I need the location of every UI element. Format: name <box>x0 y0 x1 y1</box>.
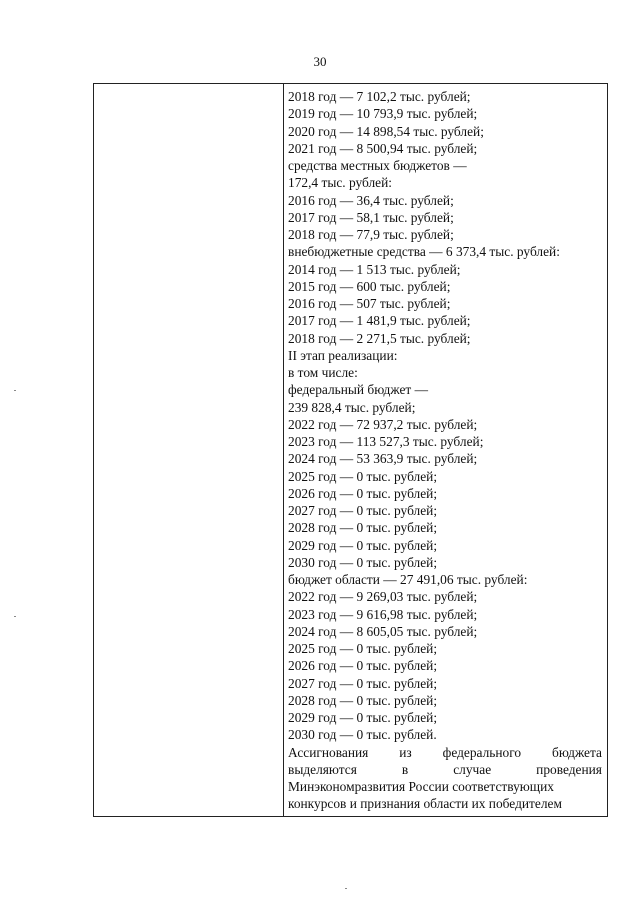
funding-line: 2026 год — 0 тыс. рублей; <box>288 658 438 674</box>
funding-line: средства местных бюджетов — <box>288 158 467 173</box>
funding-line: 2029 год — 0 тыс. рублей; <box>288 710 438 725</box>
funding-line: федеральный бюджет — <box>288 382 428 398</box>
funding-line: 2023 год — 9 616,98 тыс. рублей; <box>288 606 478 622</box>
funding-line: II этап реализации: <box>288 347 398 363</box>
funding-line: 2029 год — 0 тыс. рублей; <box>288 537 438 553</box>
funding-line: 2027 год — 0 тыс. рублей; <box>288 503 438 518</box>
funding-line: 2017 год — 58,1 тыс. рублей; <box>288 209 454 225</box>
funding-line: 2030 год — 0 тыс. рублей; <box>288 554 438 570</box>
funding-line: 2028 год — 0 тыс. рублей; <box>288 520 438 536</box>
closing-paragraph-line-4: конкурсов и признания области их победителем <box>288 796 562 812</box>
funding-line: 2016 год — 507 тыс. рублей; <box>288 296 451 311</box>
funding-line: 2019 год — 10 793,9 тыс. рублей; <box>288 106 478 122</box>
funding-line: 2030 год — 0 тыс. рублей. <box>288 727 437 743</box>
funding-line: 239 828,4 тыс. рублей; <box>288 399 416 415</box>
closing-word: из <box>399 744 412 760</box>
funding-line: 2015 год — 600 тыс. рублей; <box>288 278 451 294</box>
closing-word: в <box>401 761 409 777</box>
scan-speck <box>14 616 16 617</box>
funding-line: 2018 год — 7 102,2 тыс. рублей; <box>288 89 471 104</box>
funding-line: 2022 год — 9 269,03 тыс. рублей; <box>288 589 478 605</box>
funding-line: 2023 год — 113 527,3 тыс. рублей; <box>288 434 484 449</box>
funding-line: 2025 год — 0 тыс. рублей; <box>288 641 438 656</box>
funding-line: 2018 год — 2 271,5 тыс. рублей; <box>288 330 471 346</box>
closing-word: проведения <box>536 761 602 777</box>
page-number: 30 <box>313 54 327 69</box>
closing-paragraph-line-2 <box>288 761 602 778</box>
funding-line: бюджет области — 27 491,06 тыс. рублей: <box>288 572 528 587</box>
closing-word: федерального <box>442 744 522 760</box>
closing-word: Ассигнования <box>288 744 369 760</box>
funding-line: 2026 год — 0 тыс. рублей; <box>288 485 438 501</box>
funding-line: 2024 год — 8 605,05 тыс. рублей; <box>288 623 478 639</box>
column-divider <box>283 84 284 816</box>
funding-lines <box>288 88 602 744</box>
funding-line: 2024 год — 53 363,9 тыс. рублей; <box>288 451 478 467</box>
funding-line: 2028 год — 0 тыс. рублей; <box>288 692 438 708</box>
funding-line: 2016 год — 36,4 тыс. рублей; <box>288 192 454 208</box>
closing-word: бюджета <box>552 744 602 760</box>
table-right-cell <box>288 88 602 813</box>
scan-speck <box>345 888 347 889</box>
funding-line: в том числе: <box>288 365 358 380</box>
funding-line: 2022 год — 72 937,2 тыс. рублей; <box>288 416 478 432</box>
funding-line: 2014 год — 1 513 тыс. рублей; <box>288 261 461 277</box>
funding-table <box>93 83 608 817</box>
closing-word: выделяются <box>288 761 357 777</box>
funding-line: 2021 год — 8 500,94 тыс. рублей; <box>288 140 478 156</box>
closing-paragraph-line-1 <box>288 744 602 761</box>
closing-paragraph-line-3: Минэкономразвития России соответствующих <box>288 779 554 794</box>
funding-line: внебюджетные средства — 6 373,4 тыс. рублей: <box>288 244 560 260</box>
funding-line: 2018 год — 77,9 тыс. рублей; <box>288 227 454 242</box>
funding-line: 172,4 тыс. рублей: <box>288 175 392 191</box>
funding-line: 2020 год — 14 898,54 тыс. рублей; <box>288 123 484 139</box>
funding-line: 2017 год — 1 481,9 тыс. рублей; <box>288 313 471 329</box>
funding-line: 2025 год — 0 тыс. рублей; <box>288 468 438 484</box>
scan-speck <box>14 390 16 391</box>
funding-line: 2027 год — 0 тыс. рублей; <box>288 675 438 691</box>
table-left-cell <box>94 84 283 816</box>
closing-word: случае <box>453 761 492 777</box>
